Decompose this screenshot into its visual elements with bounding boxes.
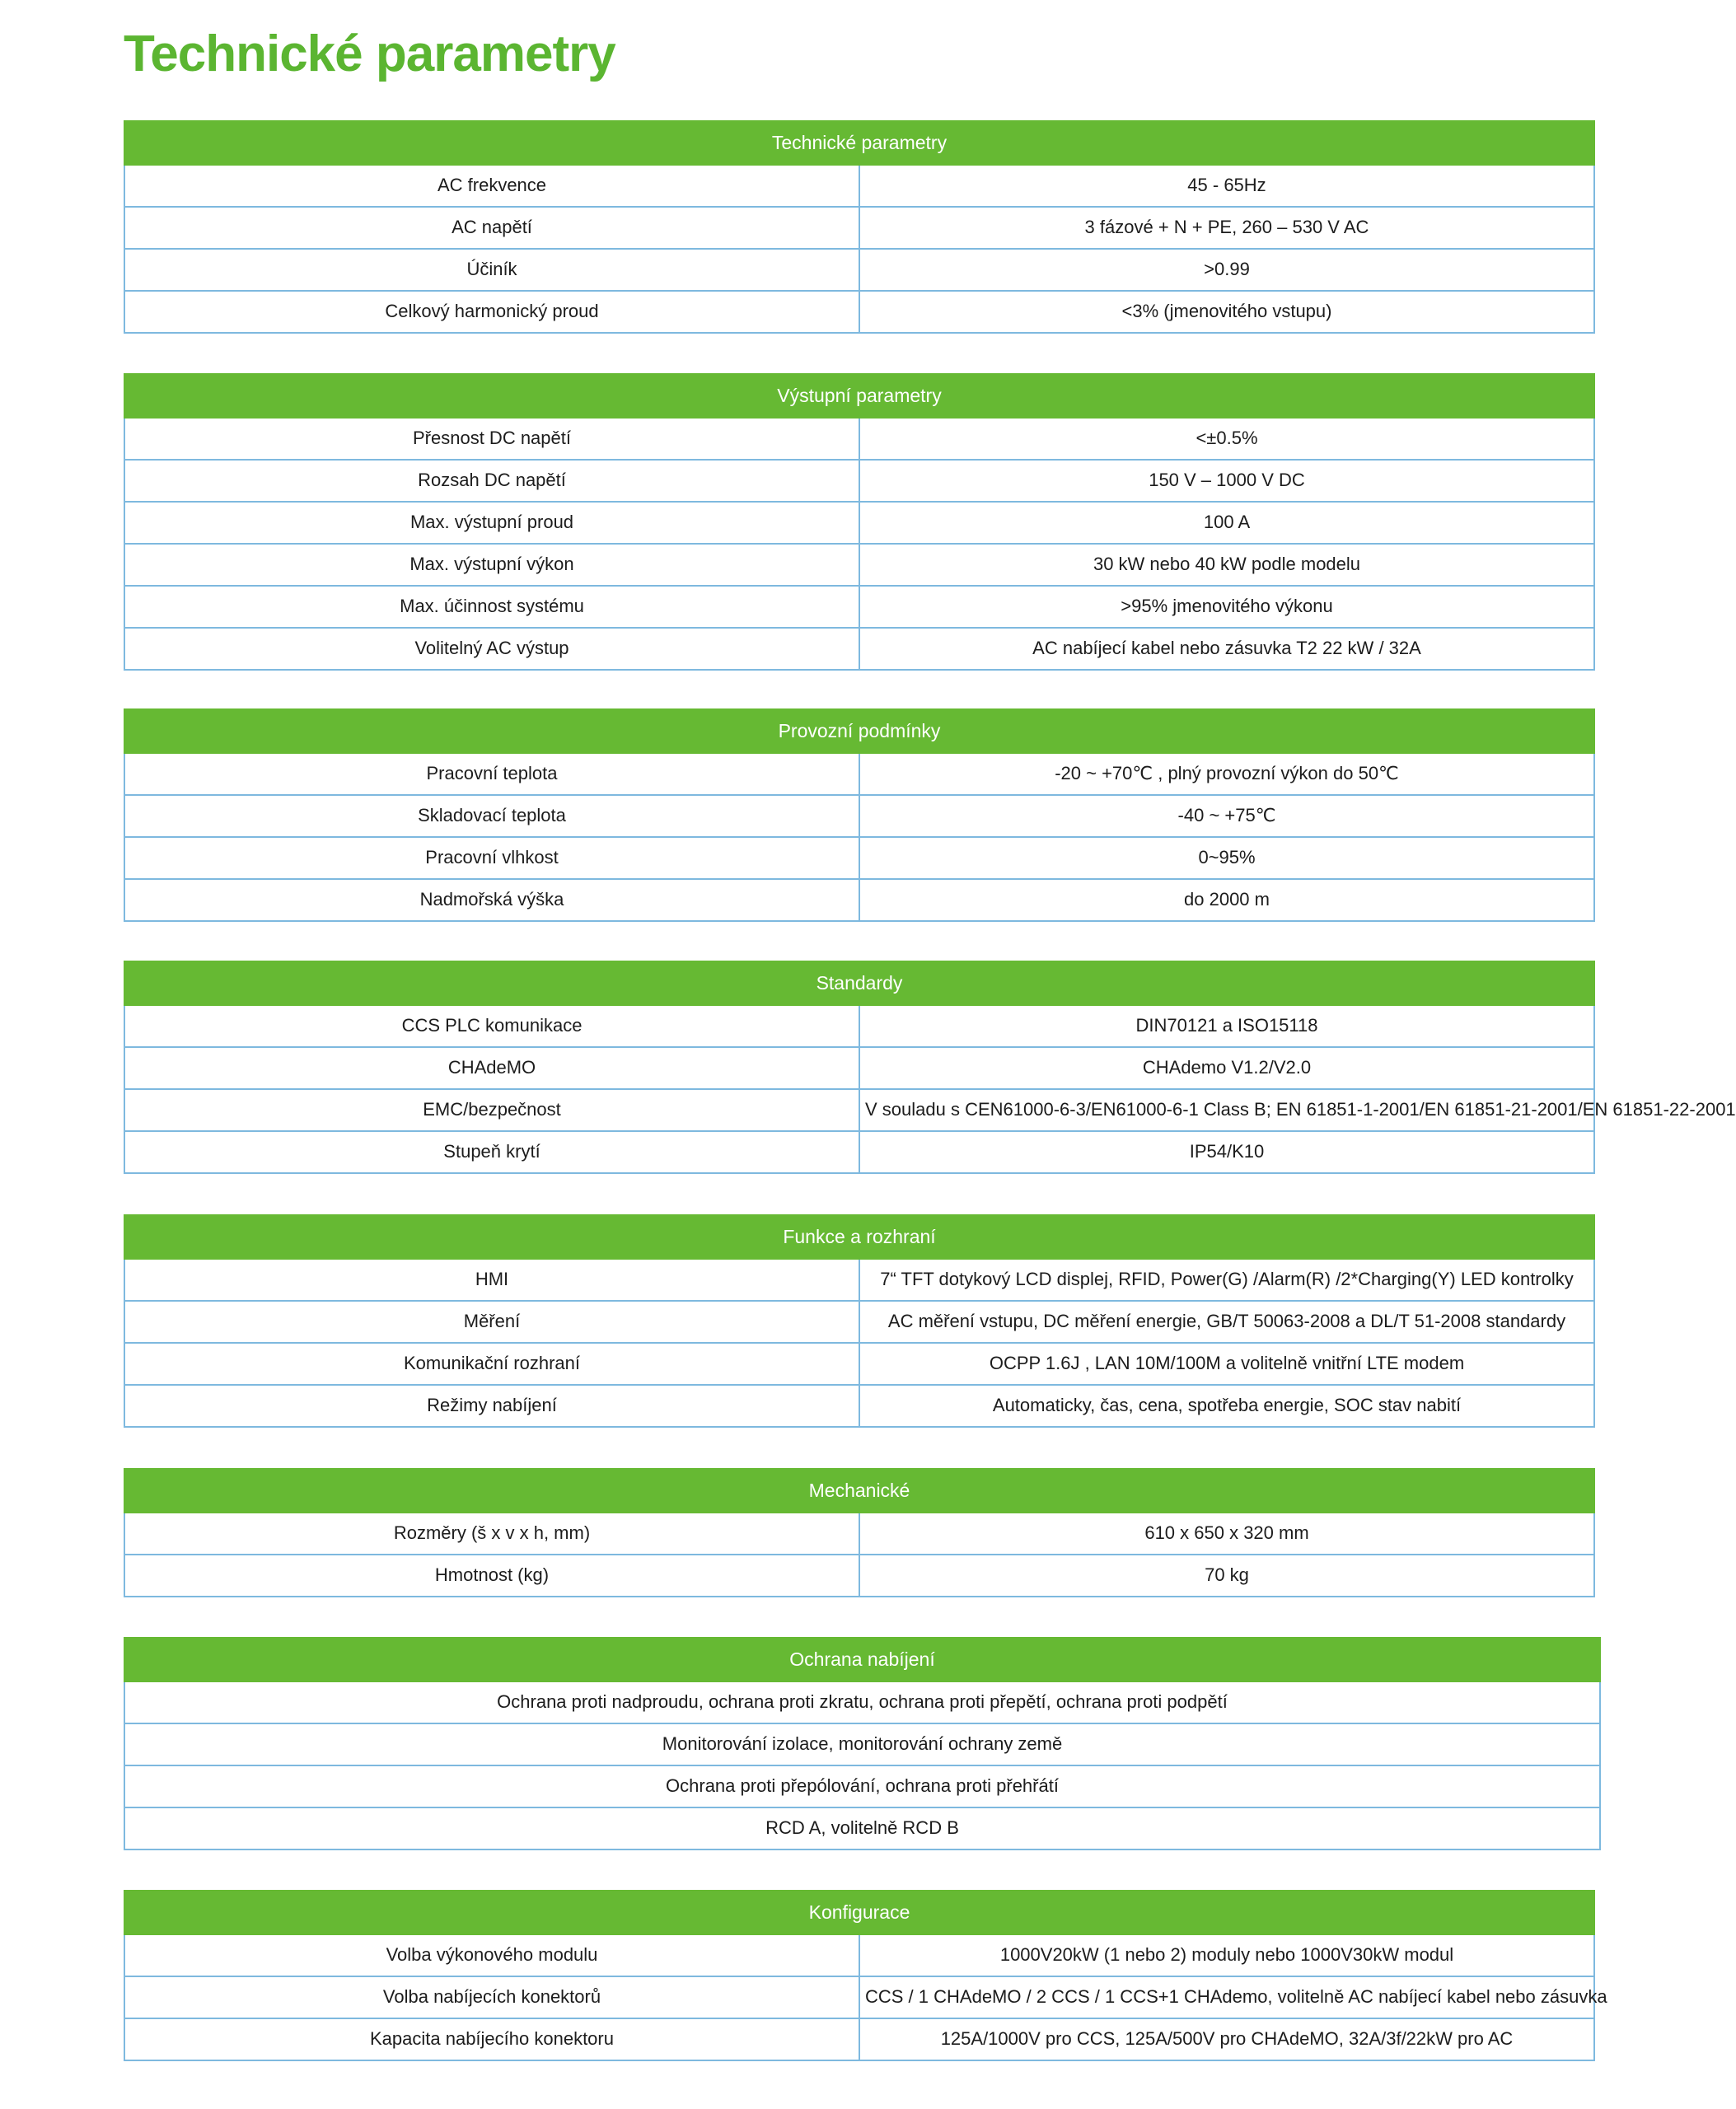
table-row [124,1681,1600,1723]
param-label: Celkový harmonický proud [124,291,859,333]
param-label: Kapacita nabíjecího konektoru [124,2018,859,2060]
page-title: Technické parametry [124,26,615,82]
param-value: >0.99 [859,249,1594,291]
table-row [124,1723,1600,1765]
table-row [124,249,1594,291]
param-value: 45 - 65Hz [859,165,1594,207]
table-row [124,837,1594,879]
param-label: Volba nabíjecích konektorů [124,1976,859,2018]
param-label: Pracovní vlhkost [124,837,859,879]
param-value: V souladu s CEN61000-6-3/EN61000-6-1 Class B; EN 61851-1-2001/EN 61851-21-2001/EN 61851-22-2001 [859,1089,1594,1131]
table-row [124,1343,1594,1385]
table-row [124,460,1594,502]
param-label: Max. účinnost systému [124,586,859,628]
param-value: >95% jmenovitého výkonu [859,586,1594,628]
section-vystupni-parametry [124,373,1595,671]
param-value: IP54/K10 [859,1131,1594,1173]
param-label: CCS PLC komunikace [124,1005,859,1047]
section-header: Ochrana nabíjení [124,1638,1600,1681]
param-value: <3% (jmenovitého vstupu) [859,291,1594,333]
param-value: OCPP 1.6J , LAN 10M/100M a volitelně vnitřní LTE modem [859,1343,1594,1385]
section-header: Standardy [124,961,1594,1005]
table-row [124,1513,1594,1555]
param-value: 1000V20kW (1 nebo 2) moduly nebo 1000V30kW modul [859,1934,1594,1976]
section-header: Výstupní parametry [124,374,1594,418]
table-row [124,753,1594,795]
table-row [124,1976,1594,2018]
table-row [124,544,1594,586]
param-label: Stupeň krytí [124,1131,859,1173]
table-row [124,1807,1600,1849]
param-label: Přesnost DC napětí [124,418,859,460]
param-value: do 2000 m [859,879,1594,921]
protection-item: RCD A, volitelně RCD B [124,1807,1600,1849]
param-value: AC měření vstupu, DC měření energie, GB/T 50063-2008 a DL/T 51-2008 standardy [859,1301,1594,1343]
param-label: Pracovní teplota [124,753,859,795]
table-row [124,418,1594,460]
protection-item: Ochrana proti přepólování, ochrana proti přehřátí [124,1765,1600,1807]
section-header: Konfigurace [124,1891,1594,1934]
param-label: Nadmořská výška [124,879,859,921]
param-value: AC nabíjecí kabel nebo zásuvka T2 22 kW / 32A [859,628,1594,670]
param-label: HMI [124,1259,859,1301]
table-row [124,795,1594,837]
param-label: Komunikační rozhraní [124,1343,859,1385]
section-mechanicke [124,1468,1595,1597]
param-value: -40 ~ +75℃ [859,795,1594,837]
section-konfigurace [124,1890,1607,2061]
param-value: 610 x 650 x 320 mm [859,1513,1594,1555]
section-header: Provozní podmínky [124,709,1594,753]
param-label: Max. výstupní proud [124,502,859,544]
table-row [124,1555,1594,1597]
param-label: Rozsah DC napětí [124,460,859,502]
table-row [124,1047,1594,1089]
protection-item: Monitorování izolace, monitorování ochrany země [124,1723,1600,1765]
section-technicke-parametry [124,120,1595,334]
protection-item: Ochrana proti nadproudu, ochrana proti zkratu, ochrana proti přepětí, ochrana proti podpětí [124,1681,1600,1723]
param-label: Volitelný AC výstup [124,628,859,670]
param-value: 150 V – 1000 V DC [859,460,1594,502]
table-row [124,207,1594,249]
param-label: AC napětí [124,207,859,249]
section-header: Technické parametry [124,121,1594,165]
section-header: Mechanické [124,1469,1594,1513]
param-value: <±0.5% [859,418,1594,460]
section-funkce-a-rozhrani [124,1214,1595,1428]
param-label: Volba výkonového modulu [124,1934,859,1976]
param-value: DIN70121 a ISO15118 [859,1005,1594,1047]
table-row [124,1259,1594,1301]
param-value: 30 kW nebo 40 kW podle modelu [859,544,1594,586]
param-value: 70 kg [859,1555,1594,1597]
param-value: Automaticky, čas, cena, spotřeba energie, SOC stav nabití [859,1385,1594,1427]
param-label: Účiník [124,249,859,291]
table-row [124,2018,1594,2060]
param-label: Skladovací teplota [124,795,859,837]
param-label: AC frekvence [124,165,859,207]
section-ochrana-nabijeni [124,1637,1601,1850]
param-value: CHAdemo V1.2/V2.0 [859,1047,1594,1089]
param-label: CHAdeMO [124,1047,859,1089]
table-row [124,1385,1594,1427]
table-row [124,1934,1594,1976]
param-label: EMC/bezpečnost [124,1089,859,1131]
param-value: 0~95% [859,837,1594,879]
section-provozni-podminky [124,708,1595,922]
param-value: -20 ~ +70℃ , plný provozní výkon do 50℃ [859,753,1594,795]
table-row [124,1005,1594,1047]
table-row [124,502,1594,544]
param-value: 100 A [859,502,1594,544]
table-row [124,1765,1600,1807]
table-row [124,1089,1594,1131]
section-header: Funkce a rozhraní [124,1215,1594,1259]
param-label: Rozměry (š x v x h, mm) [124,1513,859,1555]
param-value: CCS / 1 CHAdeMO / 2 CCS / 1 CCS+1 CHAdemo, volitelně AC nabíjecí kabel nebo zásuvka [859,1976,1594,2018]
table-row [124,879,1594,921]
table-row [124,291,1594,333]
param-label: Max. výstupní výkon [124,544,859,586]
table-row [124,1301,1594,1343]
table-row [124,628,1594,670]
section-standardy [124,961,1736,1174]
param-value: 3 fázové + N + PE, 260 – 530 V AC [859,207,1594,249]
table-row [124,1131,1594,1173]
param-label: Měření [124,1301,859,1343]
param-value: 125A/1000V pro CCS, 125A/500V pro CHAdeMO, 32A/3f/22kW pro AC [859,2018,1594,2060]
table-row [124,586,1594,628]
param-label: Hmotnost (kg) [124,1555,859,1597]
param-label: Režimy nabíjení [124,1385,859,1427]
table-row [124,165,1594,207]
param-value: 7“ TFT dotykový LCD displej, RFID, Power(G) /Alarm(R) /2*Charging(Y) LED kontrolky [859,1259,1594,1301]
